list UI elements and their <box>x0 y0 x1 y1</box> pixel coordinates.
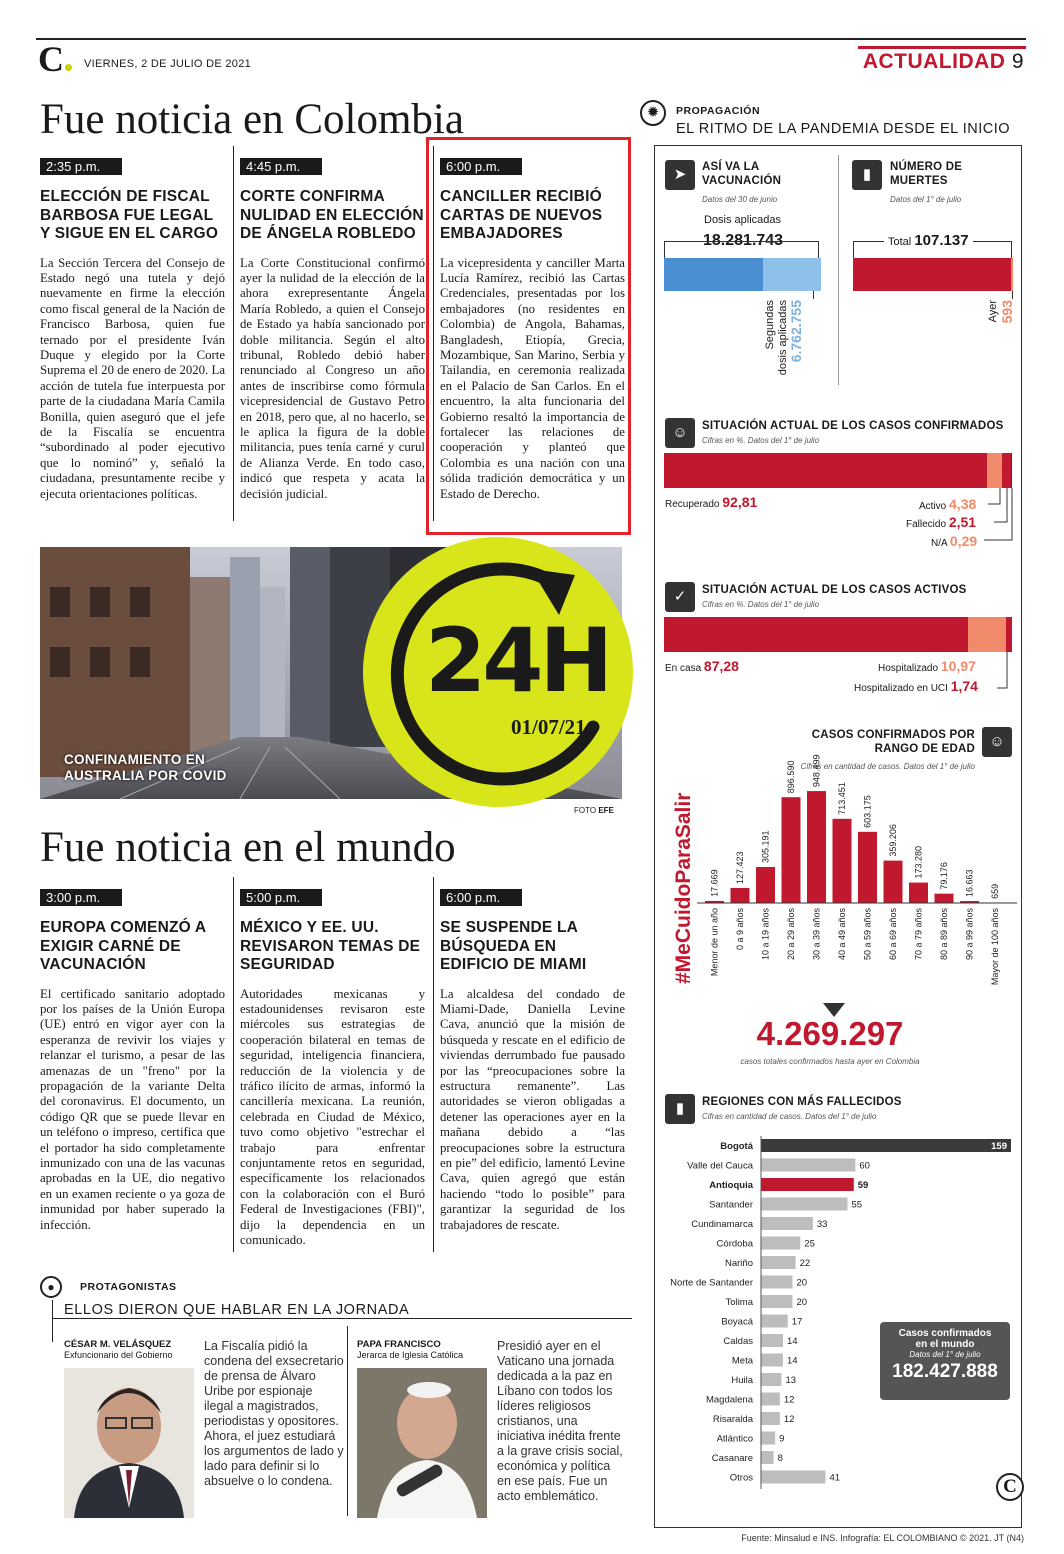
item-title: ELECCIÓN DE FISCAL BARBOSA FUE LEGAL Y SIGUE EN EL CARGO <box>40 188 219 242</box>
column-divider <box>347 1326 348 1516</box>
casos-bar <box>664 453 1012 488</box>
section-label: ACTUALIDAD <box>862 50 1006 73</box>
column-divider <box>433 877 434 1252</box>
24h-badge <box>363 537 633 807</box>
item-body: La alcaldesa del condado de Miami-Dade, Daniella Levine Cava, anunció que la misión de búsqueda y rescate en el edificio de viviendas derrumbado fue pausado por las “preocupaciones sobre la estructura remanente”. Las autoridades se vieron obligadas a detener las operaciones ayer en la mañana debido a “las preocupaciones sobre la estructura en pie” del edificio, lamentó Levine Cava, quien agregó que están haciendo “todo lo posible” para garantizar la seguridad de los trabajadores de rescate. <box>440 986 625 1232</box>
region-label: Casanare <box>711 1453 753 1464</box>
fallecido-segment <box>1002 453 1011 488</box>
label-text: Hospitalizado en UCI <box>854 683 948 694</box>
person-name: CÉSAR M. VELÁSQUEZ <box>64 1339 172 1350</box>
time-badge: 3:00 p.m. <box>40 889 122 906</box>
photo-caption <box>64 752 227 784</box>
region-value: 12 <box>783 1394 795 1406</box>
region-bar <box>761 1159 855 1172</box>
region-bar <box>761 1276 792 1289</box>
coffin-icon: ▮ <box>852 160 882 190</box>
age-value-label: 948.499 <box>811 754 822 788</box>
infographic-kicker: PROPAGACIÓN <box>676 105 761 117</box>
na-segment <box>1011 453 1012 488</box>
time-badge: 6:00 p.m. <box>440 158 522 175</box>
ayer-label <box>986 300 1016 360</box>
label-text: En casa <box>665 663 702 674</box>
region-label: Tolima <box>725 1297 753 1308</box>
person-photo <box>357 1368 487 1518</box>
region-label: Otros <box>729 1472 753 1484</box>
person-text: Presidió ayer en el Vaticano una jornada dedicada a la paz en Líbano con todos los líderes religiosos cristianos, una iniciativa inédita frente a la grave crisis social, económica y política en ese país. Fue un acto emblemático. <box>497 1339 623 1503</box>
person-role: Jerarca de Iglesia Católica <box>357 1350 464 1360</box>
region-label: Risaralda <box>712 1414 753 1425</box>
person-text: La Fiscalía pidió la condena del exsecretario de prensa de Álvaro Uribe por espionaje ilegal a magistrados, periodistas y opositores. Ahora, el juez estudiará los argumentos de lado y lado para definir si lo absuelve o lo condena. <box>204 1339 344 1488</box>
region-label: Magdalena <box>705 1394 753 1406</box>
age-value-label: 16.663 <box>964 869 975 898</box>
label-text: N/A <box>931 538 948 549</box>
label-value: 92,81 <box>722 494 758 510</box>
region-value: 12 <box>783 1414 795 1425</box>
casos-sub: Cifras en %. Datos del 1° de julio <box>702 436 820 445</box>
muertes-title: NÚMERO DE MUERTES <box>890 161 963 187</box>
panel-divider <box>838 155 839 385</box>
time-badge: 5:00 p.m. <box>240 889 322 906</box>
edad-title: CASOS CONFIRMADOS POR RANGO DE EDAD <box>811 729 975 755</box>
ayer-text: Ayer <box>987 300 999 323</box>
colombia-item-2 <box>240 158 425 502</box>
region-value: 33 <box>816 1219 828 1230</box>
vacunacion-sub: Datos del 30 de junio <box>702 195 778 204</box>
credit-source: EFE <box>598 806 614 815</box>
time-badge: 2:35 p.m. <box>40 158 122 175</box>
person-photo <box>64 1368 194 1518</box>
region-value: 55 <box>851 1199 863 1211</box>
activos-title: SITUACIÓN ACTUAL DE LOS CASOS ACTIVOS <box>702 584 967 596</box>
prot-rule <box>52 1300 53 1342</box>
age-bar <box>909 883 928 903</box>
colombia-heading: Fue noticia en Colombia <box>40 96 464 143</box>
region-label: Nariño <box>725 1258 753 1269</box>
age-category-label: Mayor de 100 años <box>990 908 1000 986</box>
24h-date: 01/07/21 <box>511 715 586 739</box>
age-category-label: 20 a 29 años <box>786 908 796 961</box>
age-value-label: 79.176 <box>939 862 949 890</box>
dosis-label: Dosis aplicadas <box>704 214 782 226</box>
segundas-line1: Segundas <box>764 300 776 350</box>
leader-lines <box>995 650 1020 695</box>
age-value-label: 359.206 <box>888 824 898 857</box>
casa-label <box>665 658 739 674</box>
region-bar <box>761 1139 1011 1152</box>
age-category-label: 50 a 59 años <box>862 908 873 961</box>
mundo-box-sub: Datos del 1° de julio <box>909 1350 981 1359</box>
region-bar <box>761 1198 847 1211</box>
mundo-box-value: 182.427.888 <box>892 1361 998 1382</box>
leader-lines <box>960 486 1020 546</box>
casa-segment <box>664 617 968 652</box>
age-bar <box>782 797 801 903</box>
segundas-value: 6.762.755 <box>788 300 804 363</box>
hashtag-text: #MeCuidoParaSalir <box>672 792 695 984</box>
protagonistas-label: PROTAGONISTAS <box>80 1281 177 1293</box>
region-bar <box>761 1354 783 1367</box>
logo-dot <box>65 64 72 71</box>
uci-segment <box>1006 617 1012 652</box>
activo-segment <box>987 453 1002 488</box>
colombia-item-3 <box>440 158 625 502</box>
label-value: 1,74 <box>950 678 978 694</box>
person-card <box>357 1339 463 1360</box>
region-label: Caldas <box>723 1336 753 1347</box>
label-text: Activo <box>919 501 947 512</box>
regiones-chart <box>655 1136 1020 1496</box>
protagonistas-subtitle: ELLOS DIERON QUE HABLAR EN LA JORNADA <box>64 1302 410 1318</box>
region-bar <box>761 1178 854 1191</box>
age-value-label: 127.423 <box>735 851 745 884</box>
age-category-label: 10 a 19 años <box>760 908 771 961</box>
region-value: 41 <box>829 1472 841 1484</box>
mundo-box-line: en el mundo <box>915 1339 975 1350</box>
region-bar <box>761 1217 813 1230</box>
vacunacion-bar <box>664 258 821 291</box>
person-card <box>64 1339 173 1360</box>
item-title: SE SUSPENDE LA BÚSQUEDA EN EDIFICIO DE MIAMI <box>440 919 587 973</box>
region-bar <box>761 1412 780 1425</box>
region-value: 60 <box>859 1160 870 1172</box>
vacunacion-title: ASÍ VA LA VACUNACIÓN <box>702 161 782 187</box>
regiones-sub: Cifras en cantidad de casos. Datos del 1° de julio <box>702 1112 877 1121</box>
region-value: 59 <box>857 1180 869 1191</box>
leader-line <box>813 291 814 299</box>
region-label: Valle del Cauca <box>687 1160 753 1172</box>
age-bar <box>807 791 826 903</box>
brand-badge-icon: C <box>996 1473 1024 1501</box>
prot-rule <box>52 1318 632 1319</box>
age-bar <box>833 819 852 903</box>
hospitalizado-segment <box>968 617 1006 652</box>
ayer-bar <box>1011 258 1013 291</box>
label-value: 87,28 <box>703 658 739 674</box>
photo-credit <box>574 806 614 815</box>
caption-line: CONFINAMIENTO EN <box>64 752 206 767</box>
activos-sub: Cifras en %. Datos del 1° de julio <box>702 600 820 609</box>
total-casos: 4.269.297 <box>756 1015 904 1052</box>
hospitalizado-label <box>878 658 976 674</box>
person-name: PAPA FRANCISCO <box>357 1339 441 1350</box>
label-text: Hospitalizado <box>878 663 939 674</box>
item-title: EUROPA COMENZÓ A EXIGIR CARNÉ DE VACUNACIÓN <box>40 919 206 973</box>
region-bar <box>761 1315 788 1328</box>
region-value: 13 <box>785 1375 797 1386</box>
dosis-value: 18.281.743 <box>703 232 784 249</box>
label-value: 10,97 <box>940 658 976 674</box>
clipboard-icon: ✓ <box>665 582 695 612</box>
region-label: Bogotá <box>720 1141 753 1152</box>
mundo-item-1 <box>40 889 225 1233</box>
region-label: Huila <box>731 1375 753 1386</box>
muertes-bar <box>853 258 1012 291</box>
label-value: 4,38 <box>949 496 977 512</box>
age-category-label: Menor de un año <box>709 908 720 977</box>
total-label: Total <box>888 236 912 248</box>
hashtag-vertical <box>672 734 694 984</box>
leader-line <box>1012 291 1013 299</box>
total-casos-sub: casos totales confirmados hasta ayer en Colombia <box>740 1057 920 1066</box>
region-value: 14 <box>787 1336 798 1347</box>
region-value: 8 <box>777 1453 783 1464</box>
age-value-label: 173.280 <box>913 846 924 879</box>
age-value-label: 896.590 <box>786 760 796 794</box>
segundas-label <box>764 300 814 390</box>
age-bar <box>858 832 877 903</box>
ayer-value: 593 <box>999 300 1015 324</box>
credit-label: FOTO <box>574 806 597 815</box>
age-value-label: 603.175 <box>862 795 873 828</box>
section-rule <box>858 46 1026 49</box>
region-bar <box>761 1451 774 1464</box>
syringe-icon: ➤ <box>665 160 695 190</box>
region-label: Córdoba <box>716 1238 753 1250</box>
dosis-bar <box>664 258 763 291</box>
region-value: 9 <box>779 1433 785 1445</box>
item-body: El certificado sanitario adoptado por los países de la Unión Europa (UE) entró en vigor ayer con la esperanza de revivir los viajes y relanzar el turismo, a pesar de las amenazas de un "freno" por la propagación de la variante Delta del coronavirus. El documento, un código QR que se puede llevar en un teléfono o impreso, certifica que el portador ha sido completamente inmunizado con una de las vacunas aprobadas en la UE, dio negativo en un examen reciente o ya goza de inmunidad por haber superado la infección. <box>40 986 225 1232</box>
label-value: 2,51 <box>948 514 977 530</box>
region-bar <box>761 1393 780 1406</box>
segundas-bar <box>763 258 821 291</box>
muertes-sub: Datos del 1° de julio <box>890 195 962 204</box>
casos-title: SITUACIÓN ACTUAL DE LOS CASOS CONFIRMADOS <box>702 420 1004 432</box>
age-category-label: 70 a 79 años <box>913 908 924 961</box>
age-category-label: 60 a 69 años <box>888 908 898 961</box>
edad-sub: Cifras en cantidad de casos. Datos del 1° de julio <box>800 762 975 771</box>
region-label: Santander <box>709 1199 753 1211</box>
time-badge: 4:45 p.m. <box>240 158 322 175</box>
region-value: 17 <box>791 1316 803 1328</box>
item-body: La vicepresidenta y canciller Marta Lucía Ramírez, recibió las Cartas Credenciales, presentadas por los embajadores (no residentes en Colombia) de Angola, Bahamas, Bangladesh, Etiopía, Grecia, Mozambique, San Marino, Serbia y Tailandia, en ceremonia realizada en el Palacio de San Carlos. En el encuentro, la alta funcionaria del Gobierno resaltó la importancia de fortalecer las relaciones de cooperación y planteó que Colombia es una nación con una sólida tradición democrática y un Estado de Derecho. <box>440 255 625 501</box>
age-bar <box>935 894 954 903</box>
mundo-item-3 <box>440 889 625 1233</box>
segundas-line2: dosis aplicadas <box>777 300 789 376</box>
logo <box>38 39 72 79</box>
age-bar <box>731 888 750 903</box>
item-body: La Corte Constitucional confirmó ayer la nulidad de la elección de la ahora exrepresentante Ángela María Robledo, a quien el Consejo de Estado ya había sancionado por doble militancia. Según el alto tribunal, Robledo debió haber renunciado al Congreso un año antes de inscribirse como fórmula vicepresidencial de Gustavo Petro en 2018, pero que, al no hacerlo, se le aplica la figura de la doble militancia, pues tenía carné y curul de Alianza Verde. En todo caso, indicó que respeta y acata la decisión judicial. <box>240 255 425 501</box>
age-value-label: 713.451 <box>837 782 847 815</box>
region-bar <box>761 1295 792 1308</box>
virus-icon: ✹ <box>640 100 666 126</box>
mundo-heading: Fue noticia en el mundo <box>40 824 456 871</box>
item-body: Autoridades mexicanas y estadounidenses revisaron este miércoles sus estrategias de cooperación bilateral en temas de seguridad, inteligencia financiera, reducción de la violencia y de tráfico ilícito de armas, informó la cancillería mexicana. La reunión, celebrada en Ciudad de México, tuvo como objetivo "estrechar el trabajo para enfrentar conjuntamente retos en seguridad, específicamente los relacionados con la colaboración con el Buró Federal de Investigaciones (FBI)", dijo la dependencia en un comunicado. <box>240 986 425 1247</box>
region-bar <box>761 1256 796 1269</box>
region-value: 25 <box>804 1238 815 1250</box>
section-name <box>863 50 1024 74</box>
colombia-item-1 <box>40 158 225 502</box>
region-bar <box>761 1471 825 1484</box>
infographic-title: EL RITMO DE LA PANDEMIA DESDE EL INICIO <box>676 121 1011 137</box>
age-category-label: 0 a 9 años <box>735 908 745 951</box>
label-text: Fallecido <box>906 519 947 530</box>
region-bar <box>761 1237 800 1250</box>
label-value: 0,29 <box>949 533 978 549</box>
label-text: Recuperado <box>665 499 720 510</box>
region-value: 20 <box>796 1277 808 1289</box>
item-title: CANCILLER RECIBIÓ CARTAS DE NUEVOS EMBAJADORES <box>440 188 603 242</box>
age-category-label: 40 a 49 años <box>837 908 847 961</box>
total-muertes <box>884 232 973 249</box>
24h-logo-text: 24H <box>425 609 610 712</box>
region-bar <box>761 1334 783 1347</box>
region-label: Boyacá <box>721 1316 753 1328</box>
region-value: 22 <box>799 1258 811 1269</box>
portrait-image <box>64 1368 194 1518</box>
person-icon: ● <box>40 1276 62 1298</box>
regiones-title: REGIONES CON MÁS FALLECIDOS <box>702 1096 902 1108</box>
person-role: Exfuncionario del Gobierno <box>64 1350 173 1360</box>
recuperado-segment <box>664 453 987 488</box>
age-value-label: 659 <box>990 883 1000 899</box>
bar-chart-icon: ▮ <box>665 1094 695 1124</box>
mundo-box-line: Casos confirmados <box>898 1328 992 1339</box>
header-rule <box>36 38 1026 40</box>
bracket <box>664 241 819 258</box>
mundo-item-2 <box>240 889 425 1248</box>
column-divider <box>233 146 234 521</box>
age-value-label: 17.669 <box>709 869 720 897</box>
people-icon: ☺ <box>665 418 695 448</box>
logo-letter: C <box>38 39 64 79</box>
portrait-image <box>357 1368 487 1518</box>
age-bar <box>756 867 775 903</box>
activos-bar <box>664 617 1012 652</box>
age-category-label: 80 a 89 años <box>939 908 949 961</box>
region-label: Atlántico <box>716 1433 753 1445</box>
page-number: 9 <box>1011 50 1024 73</box>
source-credit: Fuente: Minsalud e INS. Infografía: EL COLOMBIANO © 2021. JT (N4) <box>741 1533 1024 1543</box>
age-bar <box>884 861 903 903</box>
total-value: 107.137 <box>914 232 969 249</box>
mundo-box <box>880 1322 1010 1400</box>
region-value: 159 <box>991 1141 1007 1152</box>
region-label: Cundinamarca <box>691 1219 753 1230</box>
region-bar <box>761 1373 781 1386</box>
region-value: 14 <box>787 1355 798 1367</box>
item-body: La Sección Tercera del Consejo de Estado negó una tutela y dejó nuevamente en firme la elección como fiscal general de la Nación de Francisco Barbosa, quien fue ternado por el presidente Iván Duque y elegido por la Corte Suprema el 20 de enero de 2020. La acción de tutela fue interpuesta por parte de la ciudadana María Camila Bonilla, quien aseguró que el jefe de la Fiscalía se encuentra “subordinado al poder ejecutivo que lo nominó” y, señaló la ciudadana, presuntamente recibe y ejecuta orientaciones políticas. <box>40 255 225 501</box>
age-category-label: 30 a 39 años <box>811 908 822 961</box>
item-title: CORTE CONFIRMA NULIDAD EN ELECCIÓN DE ÁNGELA ROBLEDO <box>240 188 424 242</box>
region-label: Meta <box>731 1355 753 1367</box>
caption-line: AUSTRALIA POR COVID <box>64 768 227 783</box>
time-badge: 6:00 p.m. <box>440 889 522 906</box>
region-bar <box>761 1432 775 1445</box>
uci-label <box>854 678 978 694</box>
item-title: MÉXICO Y EE. UU. REVISARON TEMAS DE SEGURIDAD <box>240 919 421 973</box>
age-category-label: 90 a 99 años <box>964 908 975 961</box>
people-icon: ☺ <box>982 727 1012 757</box>
region-value: 20 <box>796 1297 808 1308</box>
age-value-label: 305.191 <box>760 830 771 863</box>
region-label: Antioquia <box>709 1180 753 1191</box>
column-divider <box>233 877 234 1252</box>
region-label: Norte de Santander <box>670 1277 753 1289</box>
recuperado-label <box>665 494 757 510</box>
issue-date: VIERNES, 2 DE JULIO DE 2021 <box>84 58 252 70</box>
